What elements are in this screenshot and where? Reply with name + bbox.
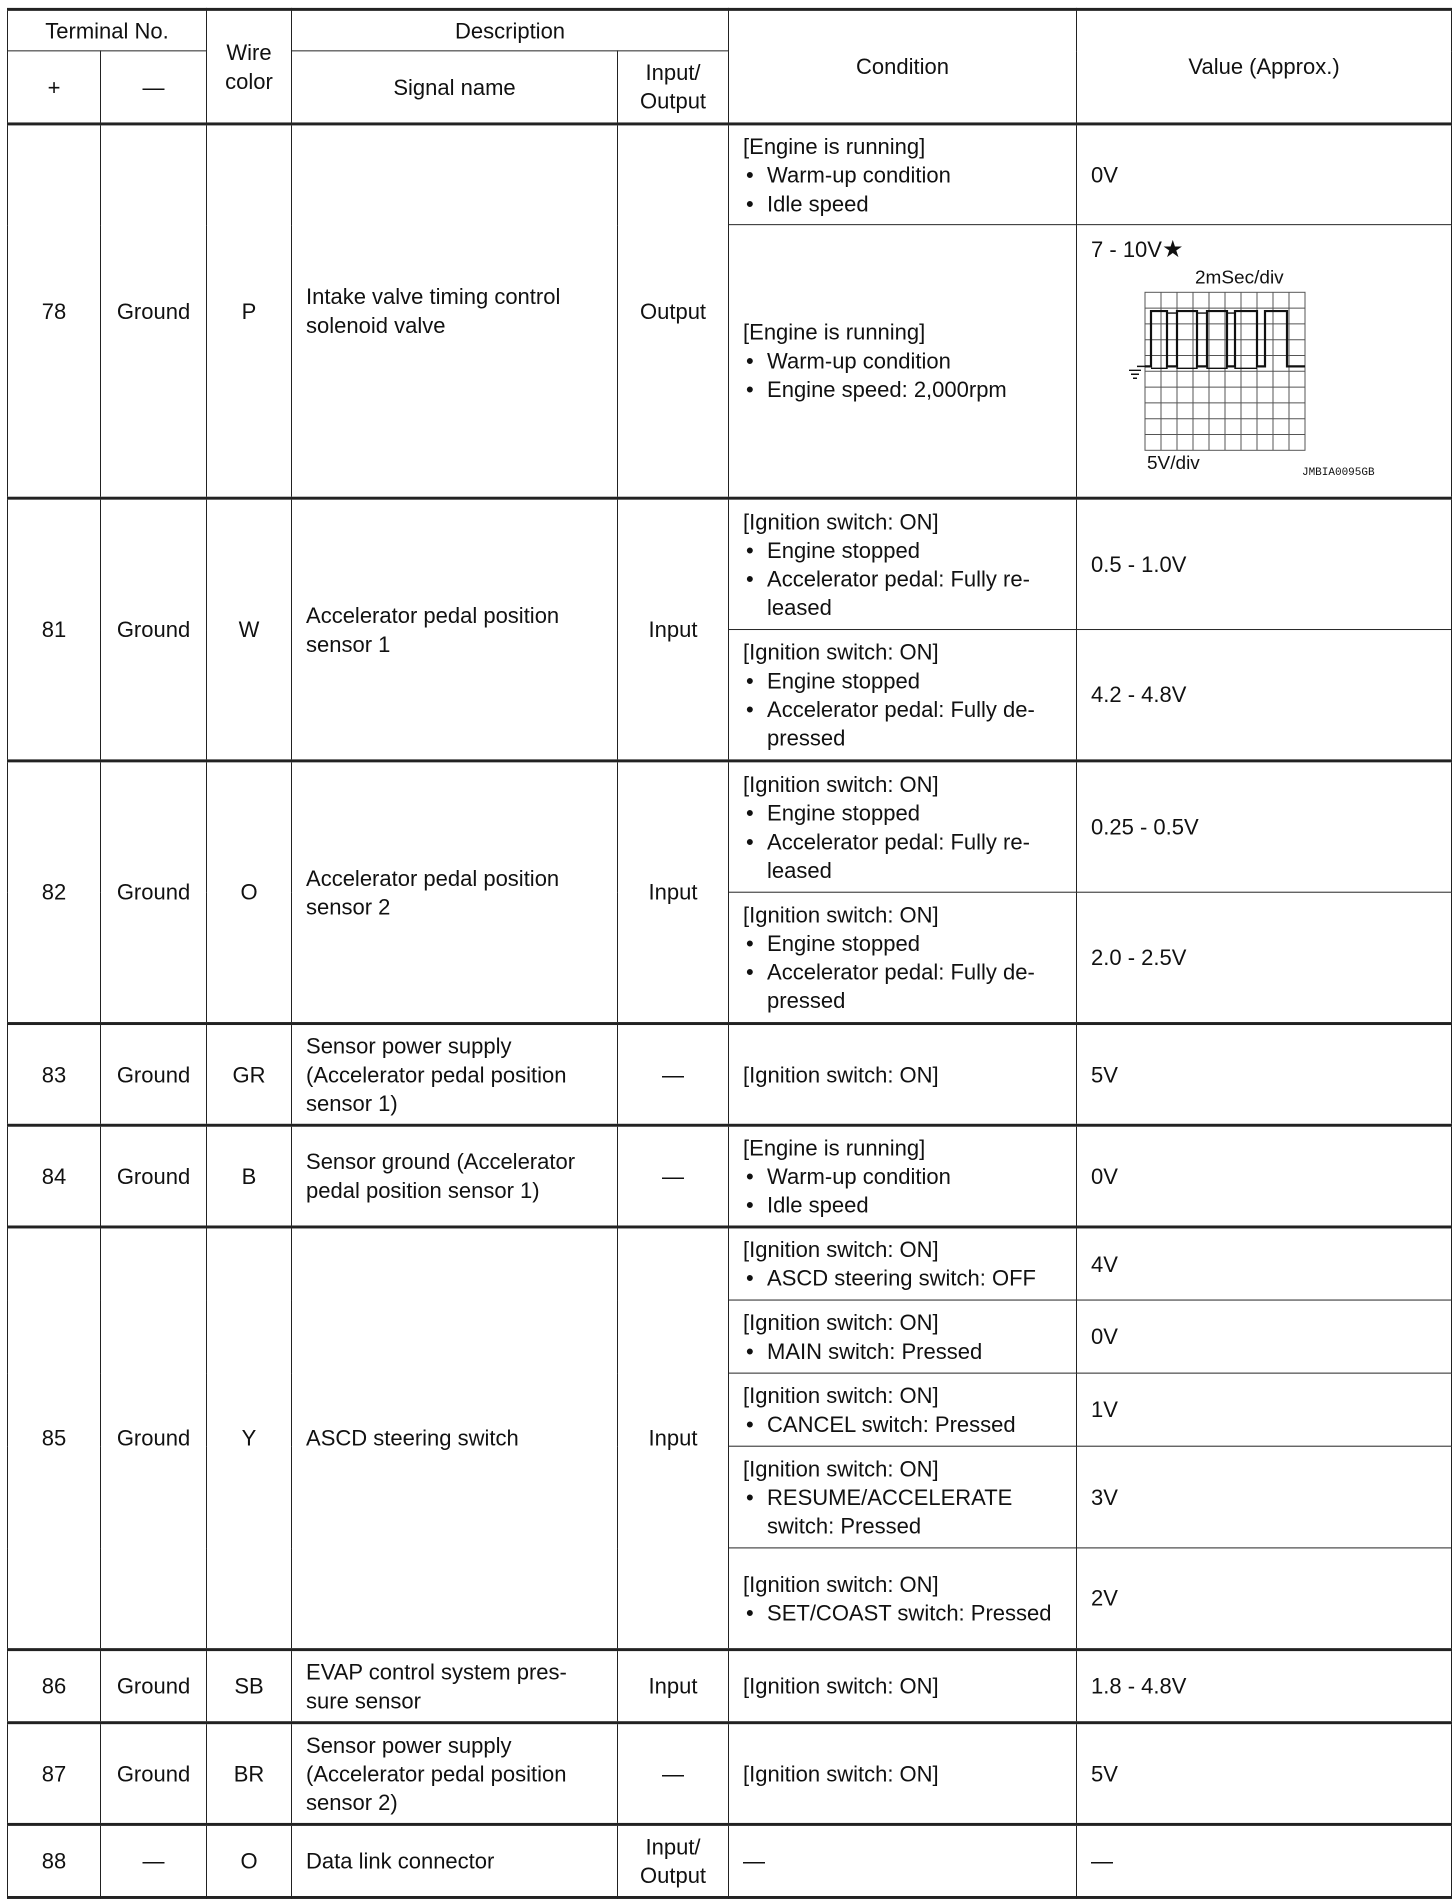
condition-heading: [Ignition switch: ON] xyxy=(743,1382,939,1408)
value-cell: 3V xyxy=(1077,1446,1452,1548)
condition-cell xyxy=(729,1446,1077,1548)
wire-color: O xyxy=(207,1824,292,1897)
input-output: Output xyxy=(618,124,729,498)
header-condition: Condition xyxy=(729,9,1077,124)
value-cell: 1V xyxy=(1077,1373,1452,1446)
value-cell-waveform xyxy=(1077,225,1452,499)
signal-name: Data link connector xyxy=(292,1824,618,1897)
value-cell: 2V xyxy=(1077,1548,1452,1650)
value-text: 7 - 10V xyxy=(1091,237,1162,262)
condition-bullet: • Engine stopped xyxy=(743,666,1062,695)
condition-heading: [Ignition switch: ON] xyxy=(743,1456,939,1481)
terminal-ground: Ground xyxy=(101,761,207,1024)
value-cell: 4V xyxy=(1077,1227,1452,1300)
header-terminal-no: Terminal No. xyxy=(8,9,207,50)
input-output: Input xyxy=(618,1650,729,1723)
condition-cell xyxy=(729,761,1077,892)
header-value: Value (Approx.) xyxy=(1077,9,1452,124)
header-description: Description xyxy=(292,9,729,50)
input-output: — xyxy=(618,1723,729,1825)
value-cell: 5V xyxy=(1077,1723,1452,1825)
condition-bullet: • SET/COAST switch: Pressed xyxy=(743,1598,1062,1627)
condition-bullet: • CANCEL switch: Pressed xyxy=(743,1410,1062,1439)
condition-bullet: • Idle speed xyxy=(743,1190,1062,1219)
terminal-no: 87 xyxy=(8,1723,101,1825)
input-output: Input xyxy=(618,761,729,1024)
condition-bullet: • Accelerator pedal: Fully re-leased xyxy=(743,564,1062,621)
terminal-no: 85 xyxy=(8,1227,101,1650)
terminal-no: 83 xyxy=(8,1024,101,1126)
signal-name: ASCD steering switch xyxy=(292,1227,618,1650)
condition-bullet: • Accelerator pedal: Fully de-pressed xyxy=(743,695,1062,752)
condition-cell: [Ignition switch: ON] xyxy=(729,1024,1077,1126)
condition-bullet: • Engine speed: 2,000rpm xyxy=(743,375,1062,404)
condition-bullet: • ASCD steering switch: OFF xyxy=(743,1264,1062,1293)
condition-cell xyxy=(729,1373,1077,1446)
terminal-ground: Ground xyxy=(101,1125,207,1227)
signal-name: Sensor ground (Accelerator pedal position sensor 1) xyxy=(292,1125,618,1227)
signal-name: EVAP control system pres-sure sensor xyxy=(292,1650,618,1723)
condition-bullet: • Idle speed xyxy=(743,189,1062,218)
waveform-svg xyxy=(1115,266,1415,495)
condition-heading: [Engine is running] xyxy=(743,1135,926,1160)
signal-name: Sensor power supply (Accelerator pedal position sensor 1) xyxy=(292,1024,618,1126)
terminal-no: 88 xyxy=(8,1824,101,1897)
signal-name: Intake valve timing control solenoid valve xyxy=(292,124,618,498)
condition-cell: [Ignition switch: ON] xyxy=(729,1723,1077,1825)
value-cell: 0V xyxy=(1077,1125,1452,1227)
terminal-ground: Ground xyxy=(101,1024,207,1126)
input-output: Input/ Output xyxy=(618,1824,729,1897)
condition-heading: [Ignition switch: ON] xyxy=(743,639,939,665)
terminal-ground: — xyxy=(101,1824,207,1897)
input-output: — xyxy=(618,1125,729,1227)
condition-bullet: • Warm-up condition xyxy=(743,160,1062,189)
value-cell: 1.8 - 4.8V xyxy=(1077,1650,1452,1723)
condition-cell xyxy=(729,892,1077,1023)
condition-cell xyxy=(729,1548,1077,1650)
condition-heading: [Ignition switch: ON] xyxy=(743,902,939,927)
table-row xyxy=(8,1723,1452,1825)
value-cell: 4.2 - 4.8V xyxy=(1077,630,1452,761)
oscilloscope-waveform xyxy=(1091,266,1437,495)
table-header xyxy=(8,9,1452,124)
condition-heading: [Engine is running] xyxy=(743,133,926,159)
condition-heading: [Engine is running] xyxy=(743,319,926,345)
condition-bullet: • Warm-up condition xyxy=(743,347,1062,376)
signal-name: Accelerator pedal position sensor 1 xyxy=(292,498,618,761)
figure-code: JMBIA0095GB xyxy=(1302,467,1375,479)
terminal-no: 81 xyxy=(8,498,101,761)
table-row xyxy=(8,498,1452,629)
condition-cell xyxy=(729,1227,1077,1300)
wire-color: B xyxy=(207,1125,292,1227)
condition-cell xyxy=(729,1125,1077,1227)
condition-cell xyxy=(729,225,1077,499)
header-input-output: Input/ Output xyxy=(618,51,729,124)
wire-color: P xyxy=(207,124,292,498)
value-cell: 2.0 - 2.5V xyxy=(1077,892,1452,1023)
table-row xyxy=(8,1024,1452,1126)
table-row xyxy=(8,1824,1452,1897)
table-row xyxy=(8,761,1452,892)
terminal-ground: Ground xyxy=(101,1650,207,1723)
condition-cell xyxy=(729,124,1077,225)
value-cell: 0V xyxy=(1077,1300,1452,1373)
wire-color: O xyxy=(207,761,292,1024)
condition-bullet: • Accelerator pedal: Fully de-pressed xyxy=(743,957,1062,1014)
terminal-no: 82 xyxy=(8,761,101,1024)
condition-cell xyxy=(729,1300,1077,1373)
star-icon: ★ xyxy=(1161,236,1184,263)
table-row xyxy=(8,1227,1452,1300)
condition-cell xyxy=(729,630,1077,761)
header-plus: + xyxy=(8,51,101,124)
condition-bullet: • RESUME/ACCELERATE switch: Pressed xyxy=(743,1483,1062,1540)
condition-cell: [Ignition switch: ON] xyxy=(729,1650,1077,1723)
condition-bullet: • Engine stopped xyxy=(743,798,1062,827)
condition-heading: [Ignition switch: ON] xyxy=(743,509,939,534)
terminal-ground: Ground xyxy=(101,1227,207,1650)
wire-color: BR xyxy=(207,1723,292,1825)
wire-color: SB xyxy=(207,1650,292,1723)
table-row xyxy=(8,124,1452,225)
condition-heading: [Ignition switch: ON] xyxy=(743,1571,939,1597)
value-cell: 0.25 - 0.5V xyxy=(1077,761,1452,892)
header-wire-color: Wire color xyxy=(207,9,292,124)
scope-grid xyxy=(1145,292,1305,450)
wire-color: W xyxy=(207,498,292,761)
table-row xyxy=(8,1650,1452,1723)
terminal-ground: Ground xyxy=(101,124,207,498)
condition-cell: — xyxy=(729,1824,1077,1897)
condition-heading: [Ignition switch: ON] xyxy=(743,771,939,797)
condition-bullet: • MAIN switch: Pressed xyxy=(743,1337,1062,1366)
terminal-ground: Ground xyxy=(101,1723,207,1825)
condition-heading: [Ignition switch: ON] xyxy=(743,1237,939,1263)
condition-bullet: • Accelerator pedal: Fully re-leased xyxy=(743,827,1062,884)
terminal-ground: Ground xyxy=(101,498,207,761)
wire-color: Y xyxy=(207,1227,292,1650)
wave-timebase-label: 2mSec/div xyxy=(1195,267,1284,289)
condition-bullet: • Engine stopped xyxy=(743,929,1062,958)
condition-bullet: • Warm-up condition xyxy=(743,1162,1062,1191)
table-row xyxy=(8,1125,1452,1227)
header-signal-name: Signal name xyxy=(292,51,618,124)
ecm-terminal-table xyxy=(7,8,1452,1899)
signal-name: Accelerator pedal position sensor 2 xyxy=(292,761,618,1024)
input-output: Input xyxy=(618,498,729,761)
wave-volt-label: 5V/div xyxy=(1147,453,1200,475)
value-cell: 0.5 - 1.0V xyxy=(1077,498,1452,629)
input-output: — xyxy=(618,1024,729,1126)
signal-name: Sensor power supply (Accelerator pedal position sensor 2) xyxy=(292,1723,618,1825)
input-output: Input xyxy=(618,1227,729,1650)
terminal-no: 78 xyxy=(8,124,101,498)
wire-color: GR xyxy=(207,1024,292,1126)
value-cell: 5V xyxy=(1077,1024,1452,1126)
ground-icon xyxy=(1129,366,1151,378)
value-label xyxy=(1091,235,1437,264)
condition-bullet: • Engine stopped xyxy=(743,536,1062,565)
value-cell: — xyxy=(1077,1824,1452,1897)
value-cell: 0V xyxy=(1077,124,1452,225)
terminal-no: 86 xyxy=(8,1650,101,1723)
terminal-no: 84 xyxy=(8,1125,101,1227)
header-minus: — xyxy=(101,51,207,124)
condition-heading: [Ignition switch: ON] xyxy=(743,1309,939,1335)
condition-cell xyxy=(729,498,1077,629)
